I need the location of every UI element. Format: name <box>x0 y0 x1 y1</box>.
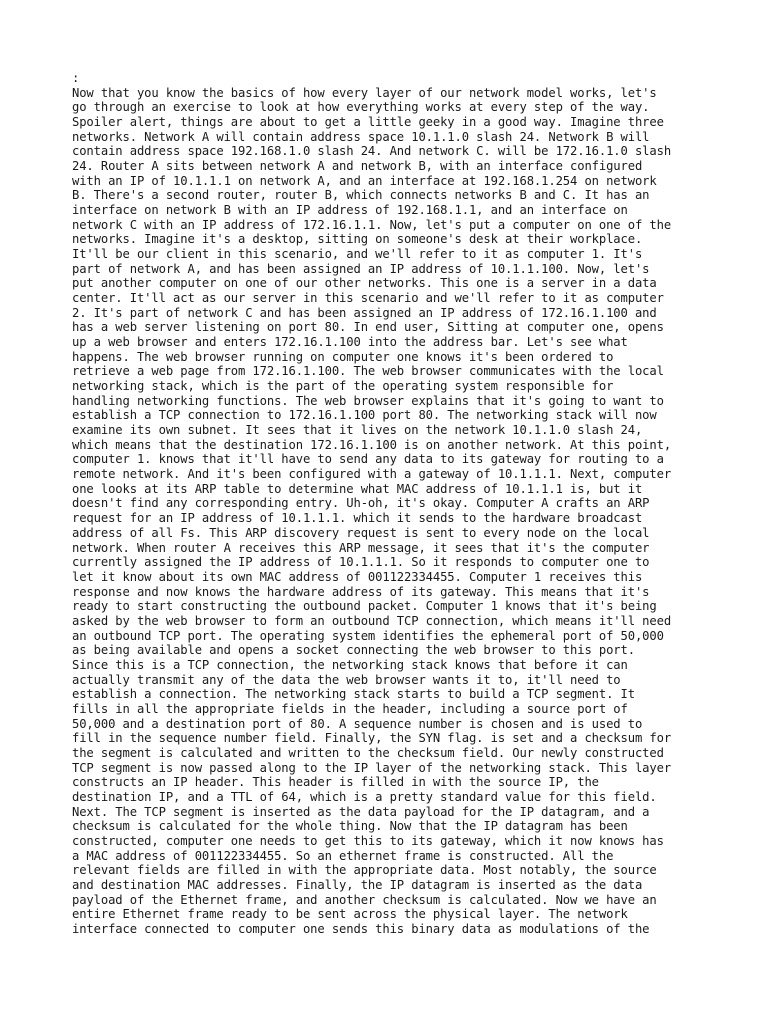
text-line: constructed, computer one needs to get this to its gateway, which it now knows has <box>72 833 664 848</box>
text-line: network. When router A receives this ARP message, it sees that it's the computer <box>72 540 650 555</box>
text-line: Next. The TCP segment is inserted as the data payload for the IP datagram, and a <box>72 804 650 819</box>
text-line: networks. Imagine it's a desktop, sitting on someone's desk at their workplace. <box>72 232 643 247</box>
text-line: let it know about its own MAC address of 001122334455. Computer 1 receives this <box>72 569 643 584</box>
text-line: address of all Fs. This ARP discovery request is sent to every node on the local <box>72 525 650 540</box>
text-line: contain address space 192.168.1.0 slash 24. And network C. will be 172.16.1.0 slash <box>72 144 672 159</box>
text-line: Now that you know the basics of how every layer of our network model works, let's <box>72 85 657 100</box>
text-line: ready to start constructing the outbound packet. Computer 1 knows that it's being <box>72 599 657 614</box>
text-line: TCP segment is now passed along to the IP layer of the networking stack. This layer <box>72 760 672 775</box>
text-line: one looks at its ARP table to determine what MAC address of 10.1.1.1 is, but it <box>72 481 643 496</box>
text-line: examine its own subnet. It sees that it lives on the network 10.1.1.0 slash 24, <box>72 423 643 438</box>
text-line: relevant fields are filled in with the appropriate data. Most notably, the source <box>72 863 657 878</box>
text-line: interface on network B with an IP address of 192.168.1.1, and an interface on <box>72 203 628 218</box>
text-line: which means that the destination 172.16.1.100 is on another network. At this point, <box>72 437 672 452</box>
text-line: currently assigned the IP address of 10.1.1.1. So it responds to computer one to <box>72 555 650 570</box>
text-line: response and now knows the hardware address of its gateway. This means that it's <box>72 584 650 599</box>
text-line: interface connected to computer one sends this binary data as modulations of the <box>72 921 650 936</box>
text-line: : <box>72 71 80 85</box>
text-line: doesn't find any corresponding entry. Uh-oh, it's okay. Computer A crafts an ARP <box>72 496 650 511</box>
text-line: It'll be our client in this scenario, and we'll refer to it as computer 1. It's <box>72 247 643 262</box>
text-line: destination IP, and a TTL of 64, which is a pretty standard value for this field. <box>72 789 657 804</box>
text-line: retrieve a web page from 172.16.1.100. The web browser communicates with the local <box>72 364 664 379</box>
text-line: fill in the sequence number field. Finally, the SYN flag. is set and a checksum for <box>72 731 672 746</box>
text-line: request for an IP address of 10.1.1.1. which it sends to the hardware broadcast <box>72 511 643 526</box>
text-line: establish a TCP connection to 172.16.1.100 port 80. The networking stack will now <box>72 408 657 423</box>
text-line: 24. Router A sits between network A and network B, with an interface configured <box>72 159 643 174</box>
text-line: remote network. And it's been configured with a gateway of 10.1.1.1. Next, computer <box>72 467 672 482</box>
document-body <box>72 71 712 937</box>
text-line: and destination MAC addresses. Finally, the IP datagram is inserted as the data <box>72 877 643 892</box>
text-line: has a web server listening on port 80. In end user, Sitting at computer one, opens <box>72 320 664 335</box>
text-line: constructs an IP header. This header is filled in with the source IP, the <box>72 775 599 790</box>
text-line: center. It'll act as our server in this scenario and we'll refer to it as computer <box>72 291 664 306</box>
text-line: entire Ethernet frame ready to be sent across the physical layer. The network <box>72 907 628 922</box>
text-line: part of network A, and has been assigned an IP address of 10.1.1.100. Now, let's <box>72 261 650 276</box>
text-line: B. There's a second router, router B, which connects networks B and C. It has an <box>72 188 650 203</box>
text-line: fills in all the appropriate fields in the header, including a source port of <box>72 701 628 716</box>
text-line: a MAC address of 001122334455. So an ethernet frame is constructed. All the <box>72 848 614 863</box>
text-line: checksum is calculated for the whole thing. Now that the IP datagram has been <box>72 819 628 834</box>
text-line: 50,000 and a destination port of 80. A sequence number is chosen and is used to <box>72 716 643 731</box>
text-line: the segment is calculated and written to the checksum field. Our newly constructed <box>72 745 664 760</box>
text-line: actually transmit any of the data the web browser wants it to, it'll need to <box>72 672 621 687</box>
text-line: up a web browser and enters 172.16.1.100 into the address bar. Let's see what <box>72 335 628 350</box>
text-line: handling networking functions. The web browser explains that it's going to want to <box>72 393 664 408</box>
text-line: networks. Network A will contain address space 10.1.1.0 slash 24. Network B will <box>72 129 650 144</box>
text-line: happens. The web browser running on computer one knows it's been ordered to <box>72 349 614 364</box>
text-line: computer 1. knows that it'll have to send any data to its gateway for routing to a <box>72 452 664 467</box>
text-line: an outbound TCP port. The operating system identifies the ephemeral port of 50,000 <box>72 628 664 643</box>
text-line: put another computer on one of our other networks. This one is a server in a data <box>72 276 657 291</box>
text-line: go through an exercise to look at how everything works at every step of the way. <box>72 100 650 115</box>
text-line: network C with an IP address of 172.16.1.1. Now, let's put a computer on one of the <box>72 217 672 232</box>
text-line: Spoiler alert, things are about to get a little geeky in a good way. Imagine three <box>72 115 664 130</box>
text-line: as being available and opens a socket connecting the web browser to this port. <box>72 643 635 658</box>
text-line: networking stack, which is the part of the operating system responsible for <box>72 379 614 394</box>
text-line: establish a connection. The networking stack starts to build a TCP segment. It <box>72 687 635 702</box>
text-line: with an IP of 10.1.1.1 on network A, and an interface at 192.168.1.254 on network <box>72 173 657 188</box>
text-line: 2. It's part of network C and has been assigned an IP address of 172.16.1.100 and <box>72 305 657 320</box>
text-line: payload of the Ethernet frame, and another checksum is calculated. Now we have an <box>72 892 657 907</box>
text-line: Since this is a TCP connection, the networking stack knows that before it can <box>72 657 628 672</box>
text-line: asked by the web browser to form an outbound TCP connection, which means it'll need <box>72 613 672 628</box>
